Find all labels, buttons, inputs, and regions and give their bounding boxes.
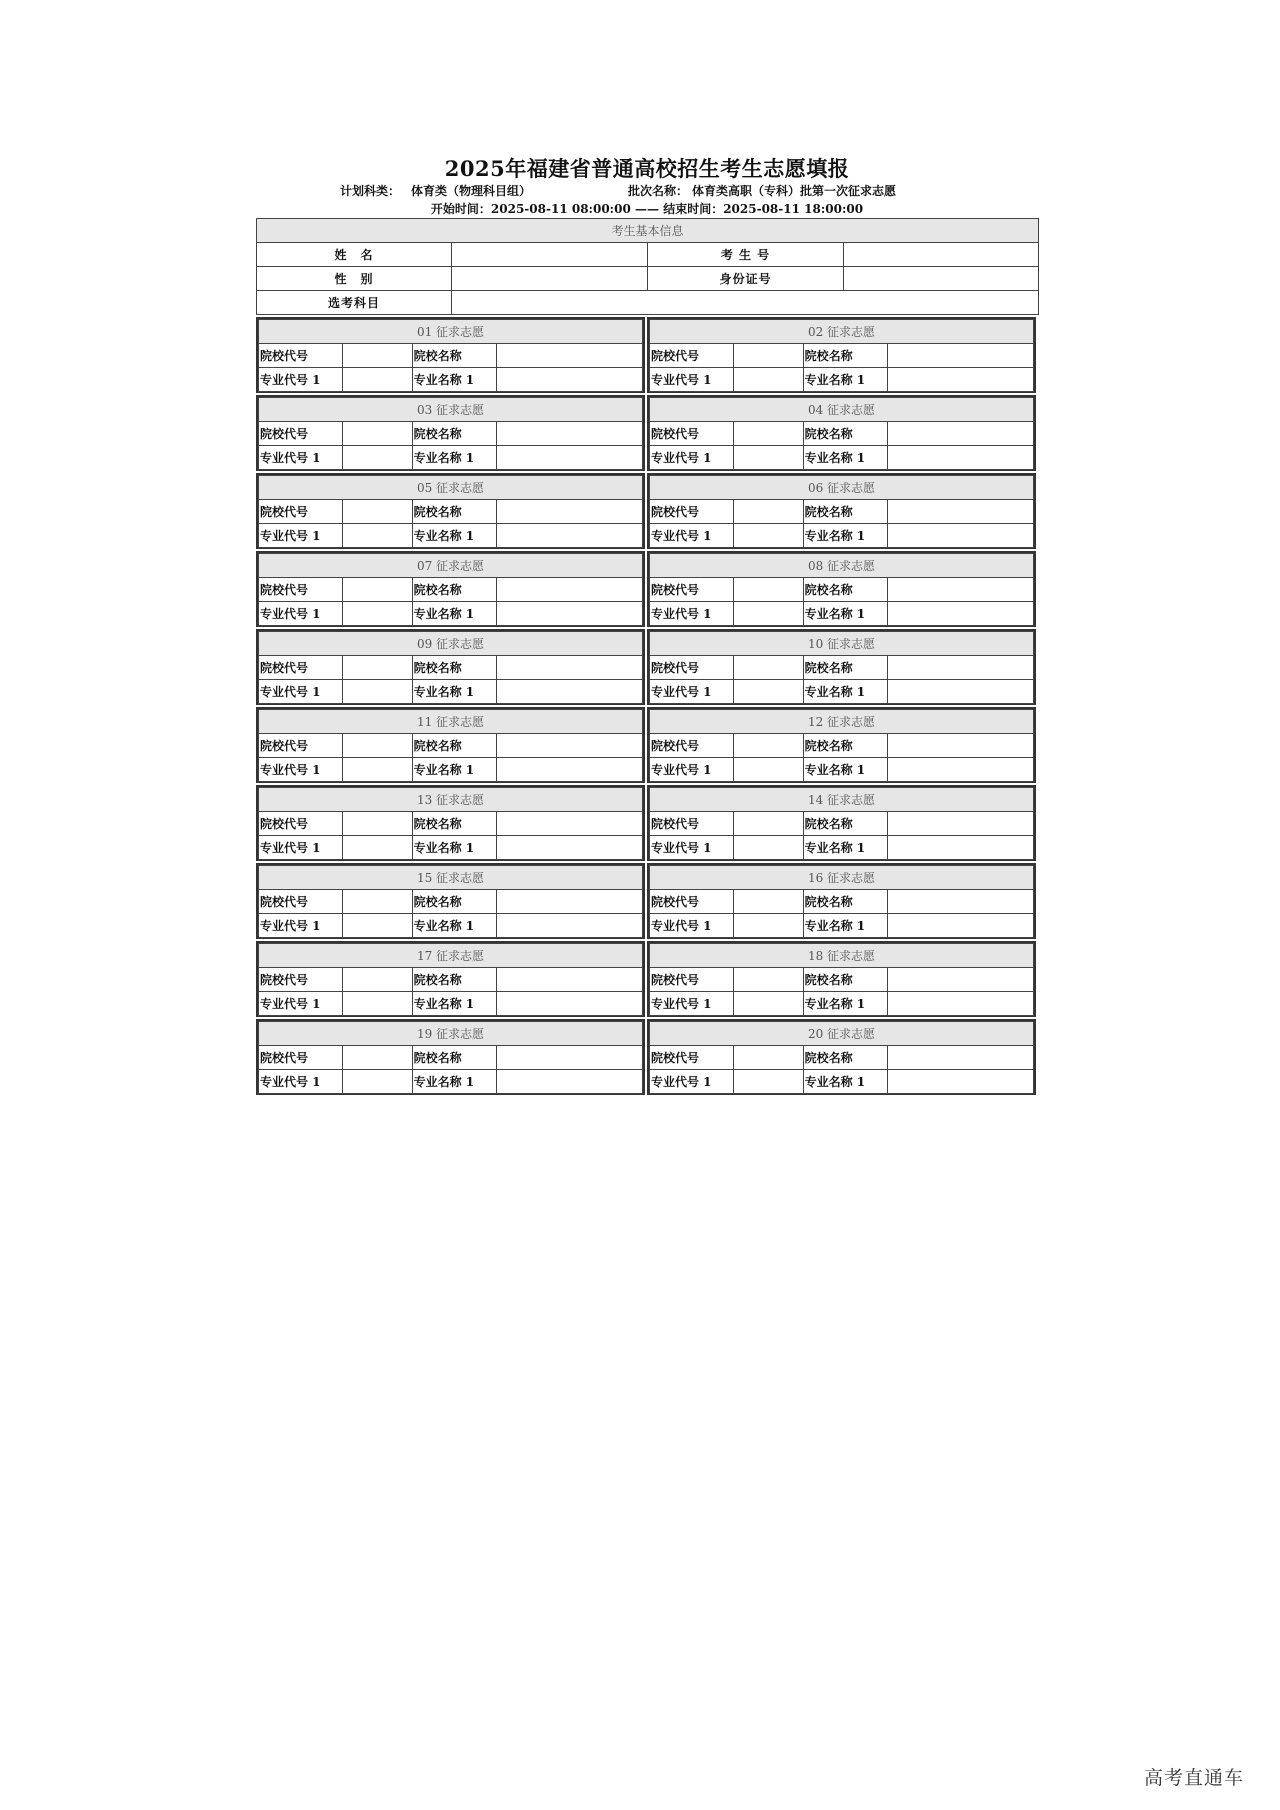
choice-header [259, 788, 643, 812]
school-code-field[interactable] [734, 1046, 803, 1070]
plan-label: 计划科类： [340, 184, 401, 198]
school-code-field[interactable] [343, 734, 412, 758]
choice-suffix: 征求志愿 [827, 715, 876, 729]
choice-header [650, 866, 1034, 890]
choice-table [649, 397, 1034, 470]
major-code-label: 专业代号 1 [650, 992, 734, 1016]
school-name-field[interactable] [888, 422, 1034, 446]
gender-field[interactable] [452, 267, 648, 291]
major-code-label: 专业代号 1 [259, 524, 343, 548]
choice-block [256, 395, 645, 471]
choice-table [649, 553, 1034, 626]
school-code-field[interactable] [734, 344, 803, 368]
major-name-field[interactable] [497, 446, 643, 470]
choice-suffix: 征求志愿 [827, 793, 876, 807]
school-name-label: 院校名称 [412, 890, 496, 914]
school-name-field[interactable] [497, 1046, 643, 1070]
major-name-field[interactable] [497, 836, 643, 860]
major-code-field[interactable] [343, 368, 412, 392]
school-name-label: 院校名称 [412, 344, 496, 368]
choice-suffix: 征求志愿 [436, 871, 485, 885]
choice-number: 08 [807, 559, 824, 573]
major-name-field[interactable] [888, 680, 1034, 704]
major-name-label: 专业名称 1 [412, 836, 496, 860]
form-title: 2025年福建省普通高校招生考生志愿填报 [444, 156, 850, 181]
major-name-field[interactable] [888, 758, 1034, 782]
choice-table [649, 631, 1034, 704]
major-name-field[interactable] [497, 368, 643, 392]
choice-header [259, 320, 643, 344]
major-code-field[interactable] [734, 602, 803, 626]
time-row [256, 200, 1038, 218]
school-code-field[interactable] [734, 500, 803, 524]
school-code-label: 院校代号 [259, 344, 343, 368]
choice-suffix: 征求志愿 [827, 637, 876, 651]
choice-suffix: 征求志愿 [827, 1027, 876, 1041]
major-code-field[interactable] [343, 446, 412, 470]
school-code-field[interactable] [343, 422, 412, 446]
school-code-field[interactable] [734, 578, 803, 602]
choice-suffix: 征求志愿 [436, 715, 485, 729]
major-name-field[interactable] [497, 992, 643, 1016]
major-name-label: 专业名称 1 [412, 914, 496, 938]
choice-number: 15 [416, 871, 433, 885]
major-code-field[interactable] [734, 836, 803, 860]
choice-header [259, 398, 643, 422]
school-code-label: 院校代号 [259, 734, 343, 758]
choice-header [650, 1022, 1034, 1046]
school-code-label: 院校代号 [650, 422, 734, 446]
major-name-label: 专业名称 1 [803, 758, 887, 782]
choice-table [258, 709, 643, 782]
choice-block [256, 629, 645, 705]
major-name-label: 专业名称 1 [412, 368, 496, 392]
end-label: 结束时间： [663, 202, 724, 216]
choice-block [256, 473, 645, 549]
choice-block [647, 551, 1036, 627]
major-code-field[interactable] [343, 836, 412, 860]
choice-header [259, 866, 643, 890]
school-code-field[interactable] [343, 500, 412, 524]
school-code-field[interactable] [343, 578, 412, 602]
major-code-field[interactable] [343, 992, 412, 1016]
school-name-label: 院校名称 [412, 578, 496, 602]
major-code-field[interactable] [734, 368, 803, 392]
choice-suffix: 征求志愿 [827, 325, 876, 339]
major-code-label: 专业代号 1 [650, 602, 734, 626]
choice-number: 07 [416, 559, 433, 573]
school-code-field[interactable] [734, 422, 803, 446]
major-code-field[interactable] [343, 914, 412, 938]
major-name-field[interactable] [888, 446, 1034, 470]
choice-block [647, 941, 1036, 1017]
school-code-field[interactable] [343, 1046, 412, 1070]
school-name-field[interactable] [497, 890, 643, 914]
major-code-field[interactable] [343, 1070, 412, 1094]
batch-label: 批次名称： [628, 184, 689, 198]
school-code-label: 院校代号 [650, 656, 734, 680]
choice-block [256, 551, 645, 627]
major-name-field[interactable] [497, 914, 643, 938]
choice-number: 12 [807, 715, 824, 729]
major-name-field[interactable] [888, 1070, 1034, 1094]
choice-table [258, 397, 643, 470]
choice-number: 09 [416, 637, 433, 651]
choice-block [647, 863, 1036, 939]
school-name-label: 院校名称 [803, 812, 887, 836]
major-code-field[interactable] [734, 914, 803, 938]
choice-number: 18 [807, 949, 824, 963]
school-code-label: 院校代号 [259, 890, 343, 914]
choice-table [649, 787, 1034, 860]
school-code-label: 院校代号 [259, 812, 343, 836]
school-code-label: 院校代号 [259, 656, 343, 680]
major-code-field[interactable] [343, 758, 412, 782]
choice-header [650, 320, 1034, 344]
choice-header [650, 944, 1034, 968]
choice-table [258, 943, 643, 1016]
application-form [256, 155, 1038, 1095]
major-name-label: 专业名称 1 [803, 524, 887, 548]
school-name-label: 院校名称 [412, 500, 496, 524]
choice-table [649, 943, 1034, 1016]
school-name-label: 院校名称 [803, 968, 887, 992]
major-name-label: 专业名称 1 [412, 680, 496, 704]
choice-block [647, 785, 1036, 861]
major-code-label: 专业代号 1 [259, 602, 343, 626]
school-code-label: 院校代号 [650, 500, 734, 524]
choice-number: 11 [416, 715, 433, 729]
choice-table [258, 553, 643, 626]
major-name-field[interactable] [888, 524, 1034, 548]
choice-block [256, 317, 645, 393]
school-code-field[interactable] [734, 734, 803, 758]
school-code-field[interactable] [343, 812, 412, 836]
choice-header [650, 476, 1034, 500]
choice-table [258, 475, 643, 548]
choice-number: 13 [416, 793, 433, 807]
watermark: 高考直通车 [1143, 1767, 1244, 1789]
basic-info-header: 考生基本信息 [257, 219, 1039, 243]
choice-suffix: 征求志愿 [827, 949, 876, 963]
subjects-field[interactable] [452, 291, 1039, 315]
major-code-field[interactable] [734, 758, 803, 782]
school-name-label: 院校名称 [803, 344, 887, 368]
subjects-label: 选考科目 [257, 291, 452, 315]
school-name-field[interactable] [888, 344, 1034, 368]
choice-number: 16 [807, 871, 824, 885]
school-code-field[interactable] [734, 656, 803, 680]
choice-number: 04 [807, 403, 824, 417]
gender-label: 性 别 [257, 267, 452, 291]
major-code-label: 专业代号 1 [259, 992, 343, 1016]
major-code-label: 专业代号 1 [650, 368, 734, 392]
major-name-field[interactable] [888, 368, 1034, 392]
school-name-field[interactable] [888, 1046, 1034, 1070]
choice-table [258, 631, 643, 704]
school-name-field[interactable] [888, 890, 1034, 914]
exam-number-label: 考 生 号 [648, 243, 844, 267]
school-name-label: 院校名称 [803, 578, 887, 602]
school-code-label: 院校代号 [259, 968, 343, 992]
choice-header [650, 788, 1034, 812]
choice-table [649, 475, 1034, 548]
major-name-label: 专业名称 1 [803, 446, 887, 470]
school-code-field[interactable] [343, 656, 412, 680]
major-code-label: 专业代号 1 [259, 914, 343, 938]
school-code-label: 院校代号 [259, 422, 343, 446]
choice-header [650, 710, 1034, 734]
major-name-field[interactable] [888, 992, 1034, 1016]
choice-suffix: 征求志愿 [827, 871, 876, 885]
school-name-label: 院校名称 [803, 656, 887, 680]
choice-table [258, 787, 643, 860]
choice-block [256, 707, 645, 783]
choice-number: 10 [807, 637, 824, 651]
choice-table [258, 865, 643, 938]
school-name-label: 院校名称 [803, 422, 887, 446]
school-code-label: 院校代号 [259, 500, 343, 524]
choice-number: 14 [807, 793, 824, 807]
major-code-label: 专业代号 1 [650, 524, 734, 548]
choice-header [259, 1022, 643, 1046]
choice-number: 20 [807, 1027, 824, 1041]
school-name-label: 院校名称 [412, 1046, 496, 1070]
school-name-field[interactable] [888, 578, 1034, 602]
choice-block [647, 629, 1036, 705]
choice-number: 06 [807, 481, 824, 495]
choice-suffix: 征求志愿 [827, 403, 876, 417]
choice-header [650, 398, 1034, 422]
major-name-field[interactable] [497, 1070, 643, 1094]
choice-block [647, 1019, 1036, 1095]
school-name-field[interactable] [888, 812, 1034, 836]
major-code-field[interactable] [343, 524, 412, 548]
major-code-label: 专业代号 1 [650, 758, 734, 782]
choice-table [649, 709, 1034, 782]
school-name-label: 院校名称 [412, 968, 496, 992]
major-code-label: 专业代号 1 [650, 836, 734, 860]
plan-batch-row [256, 182, 1038, 200]
choice-block [647, 473, 1036, 549]
major-name-field[interactable] [888, 836, 1034, 860]
major-code-label: 专业代号 1 [259, 836, 343, 860]
choice-block [256, 785, 645, 861]
basic-info-table [256, 218, 1039, 315]
choice-number: 19 [416, 1027, 433, 1041]
school-code-label: 院校代号 [650, 578, 734, 602]
major-name-label: 专业名称 1 [803, 992, 887, 1016]
id-number-label: 身份证号 [648, 267, 844, 291]
choice-block [647, 395, 1036, 471]
school-name-label: 院校名称 [412, 734, 496, 758]
major-name-label: 专业名称 1 [412, 1070, 496, 1094]
major-code-label: 专业代号 1 [650, 1070, 734, 1094]
major-name-label: 专业名称 1 [803, 368, 887, 392]
id-number-field[interactable] [844, 267, 1039, 291]
school-name-label: 院校名称 [412, 422, 496, 446]
choice-header [259, 944, 643, 968]
major-name-label: 专业名称 1 [412, 758, 496, 782]
school-name-field[interactable] [497, 734, 643, 758]
school-code-label: 院校代号 [259, 578, 343, 602]
school-code-label: 院校代号 [650, 344, 734, 368]
major-code-field[interactable] [734, 1070, 803, 1094]
name-field[interactable] [452, 243, 648, 267]
time-separator: —— [635, 202, 659, 216]
choice-number: 05 [416, 481, 433, 495]
choice-suffix: 征求志愿 [827, 559, 876, 573]
choice-suffix: 征求志愿 [436, 637, 485, 651]
major-name-label: 专业名称 1 [803, 680, 887, 704]
major-name-label: 专业名称 1 [803, 602, 887, 626]
school-code-label: 院校代号 [259, 1046, 343, 1070]
school-code-label: 院校代号 [650, 734, 734, 758]
school-name-field[interactable] [497, 812, 643, 836]
choice-block [256, 941, 645, 1017]
choice-table [258, 319, 643, 392]
major-code-field[interactable] [734, 680, 803, 704]
batch-value: 体育类高职（专科）批第一次征求志愿 [692, 184, 897, 198]
choice-number: 03 [416, 403, 433, 417]
major-name-label: 专业名称 1 [803, 1070, 887, 1094]
choice-block [647, 707, 1036, 783]
major-code-label: 专业代号 1 [650, 446, 734, 470]
school-name-field[interactable] [888, 656, 1034, 680]
school-code-label: 院校代号 [650, 968, 734, 992]
school-name-field[interactable] [888, 500, 1034, 524]
school-name-field[interactable] [497, 578, 643, 602]
major-code-label: 专业代号 1 [650, 680, 734, 704]
choice-number: 02 [807, 325, 824, 339]
choice-block [256, 863, 645, 939]
school-name-field[interactable] [497, 656, 643, 680]
major-name-label: 专业名称 1 [412, 446, 496, 470]
school-code-label: 院校代号 [650, 1046, 734, 1070]
school-code-field[interactable] [343, 968, 412, 992]
major-code-label: 专业代号 1 [259, 446, 343, 470]
start-label: 开始时间： [430, 202, 491, 216]
name-label: 姓 名 [257, 243, 452, 267]
school-code-label: 院校代号 [650, 890, 734, 914]
choice-number: 17 [416, 949, 433, 963]
choice-suffix: 征求志愿 [436, 949, 485, 963]
major-code-field[interactable] [734, 992, 803, 1016]
school-code-field[interactable] [343, 344, 412, 368]
school-name-field[interactable] [497, 968, 643, 992]
choice-table [649, 1021, 1034, 1094]
major-code-field[interactable] [734, 524, 803, 548]
choice-suffix: 征求志愿 [436, 481, 485, 495]
major-name-label: 专业名称 1 [803, 914, 887, 938]
choice-header [650, 554, 1034, 578]
major-code-field[interactable] [343, 602, 412, 626]
choice-header [259, 632, 643, 656]
choice-suffix: 征求志愿 [436, 1027, 485, 1041]
major-name-field[interactable] [888, 602, 1034, 626]
school-code-field[interactable] [343, 890, 412, 914]
choice-suffix: 征求志愿 [827, 481, 876, 495]
plan-value: 体育类（物理科目组） [411, 184, 532, 198]
major-code-label: 专业代号 1 [259, 758, 343, 782]
major-code-label: 专业代号 1 [259, 1070, 343, 1094]
choice-table [258, 1021, 643, 1094]
school-name-field[interactable] [888, 968, 1034, 992]
school-name-label: 院校名称 [803, 1046, 887, 1070]
major-code-field[interactable] [734, 446, 803, 470]
school-code-field[interactable] [734, 812, 803, 836]
school-name-field[interactable] [497, 500, 643, 524]
major-name-field[interactable] [497, 758, 643, 782]
school-name-label: 院校名称 [412, 812, 496, 836]
major-code-label: 专业代号 1 [259, 368, 343, 392]
choice-header [650, 632, 1034, 656]
major-code-label: 专业代号 1 [259, 680, 343, 704]
major-name-field[interactable] [888, 914, 1034, 938]
exam-number-field[interactable] [844, 243, 1039, 267]
choice-table [649, 319, 1034, 392]
choice-block [256, 1019, 645, 1095]
school-name-label: 院校名称 [803, 734, 887, 758]
major-name-field[interactable] [497, 602, 643, 626]
start-value: 2025-08-11 08:00:00 [490, 202, 631, 216]
major-name-field[interactable] [497, 680, 643, 704]
major-name-label: 专业名称 1 [412, 602, 496, 626]
school-name-label: 院校名称 [803, 890, 887, 914]
choice-table [649, 865, 1034, 938]
school-name-field[interactable] [497, 422, 643, 446]
school-code-field[interactable] [734, 968, 803, 992]
major-name-label: 专业名称 1 [412, 524, 496, 548]
major-name-field[interactable] [497, 524, 643, 548]
choice-suffix: 征求志愿 [436, 559, 485, 573]
school-code-label: 院校代号 [650, 812, 734, 836]
choice-suffix: 征求志愿 [436, 793, 485, 807]
choice-header [259, 476, 643, 500]
choice-suffix: 征求志愿 [436, 325, 485, 339]
major-code-field[interactable] [343, 680, 412, 704]
school-name-field[interactable] [888, 734, 1034, 758]
choice-header [259, 554, 643, 578]
choice-grid [256, 317, 1038, 1095]
school-name-label: 院校名称 [803, 500, 887, 524]
choice-number: 01 [416, 325, 433, 339]
end-value: 2025-08-11 18:00:00 [723, 202, 864, 216]
school-code-field[interactable] [734, 890, 803, 914]
school-name-label: 院校名称 [412, 656, 496, 680]
choice-block [647, 317, 1036, 393]
major-name-label: 专业名称 1 [803, 836, 887, 860]
school-name-field[interactable] [497, 344, 643, 368]
choice-suffix: 征求志愿 [436, 403, 485, 417]
major-name-label: 专业名称 1 [412, 992, 496, 1016]
major-code-label: 专业代号 1 [650, 914, 734, 938]
choice-header [259, 710, 643, 734]
